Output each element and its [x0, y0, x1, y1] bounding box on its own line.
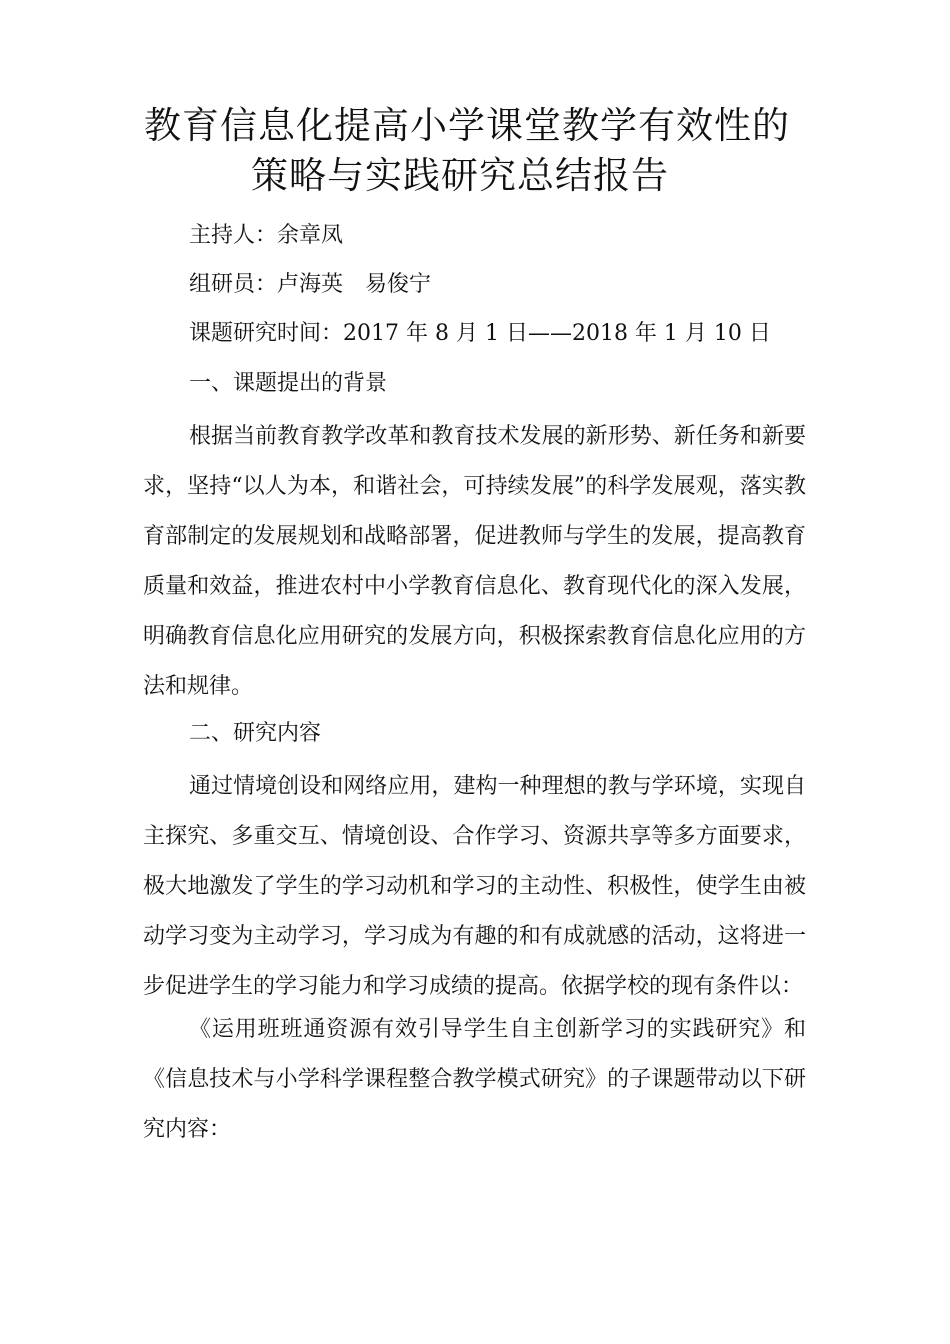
research-time-line: 课题研究时间：2017 年 8 月 1 日——2018 年 1 月 10 日	[189, 321, 771, 346]
section-2-paragraph-2: 《运用班班通资源有效引导学生自主创新学习的实践研究》和《信息技术与小学科学课程整合教学模式研究》的子课题带动以下研究内容：	[143, 1017, 806, 1142]
document-title-line-1: 教育信息化提高小学课堂教学有效性的	[144, 104, 790, 147]
host-line: 主持人：余章凤	[189, 223, 344, 248]
members-line	[189, 270, 431, 300]
section-1-paragraph: 根据当前教育教学改革和教育技术发展的新形势、新任务和新要求，坚持“以人为本，和谐社会，可持续发展”的科学发展观，落实教育部制定的发展规划和战略部署，促进教师与学生的发展，提高教育质量和效益，推进农村中小学教育信息化、教育现代化的深入发展，明确教育信息化应用研究的发展方向，积极探索教育信息化应用的方法和规律。	[143, 424, 806, 699]
document-title-line-2: 策略与实践研究总结报告	[251, 154, 669, 197]
section-2-paragraph: 通过情境创设和网络应用，建构一种理想的教与学环境，实现自主探究、多重交互、情境创设、合作学习、资源共享等多方面要求，极大地激发了学生的学习动机和学习的主动性、积极性，使学生由被动学习变为主动学习，学习成为有趣的和有成就感的活动，这将进一步促进学生的学习能力和学习成绩的提高。依据学校的现有条件以：	[143, 774, 806, 999]
section-2-heading: 二、研究内容	[189, 721, 322, 746]
members-label: 组研员：卢海英	[189, 272, 344, 297]
section-1-heading: 一、课题提出的背景	[189, 371, 388, 396]
member-second: 易俊宁	[365, 272, 432, 297]
